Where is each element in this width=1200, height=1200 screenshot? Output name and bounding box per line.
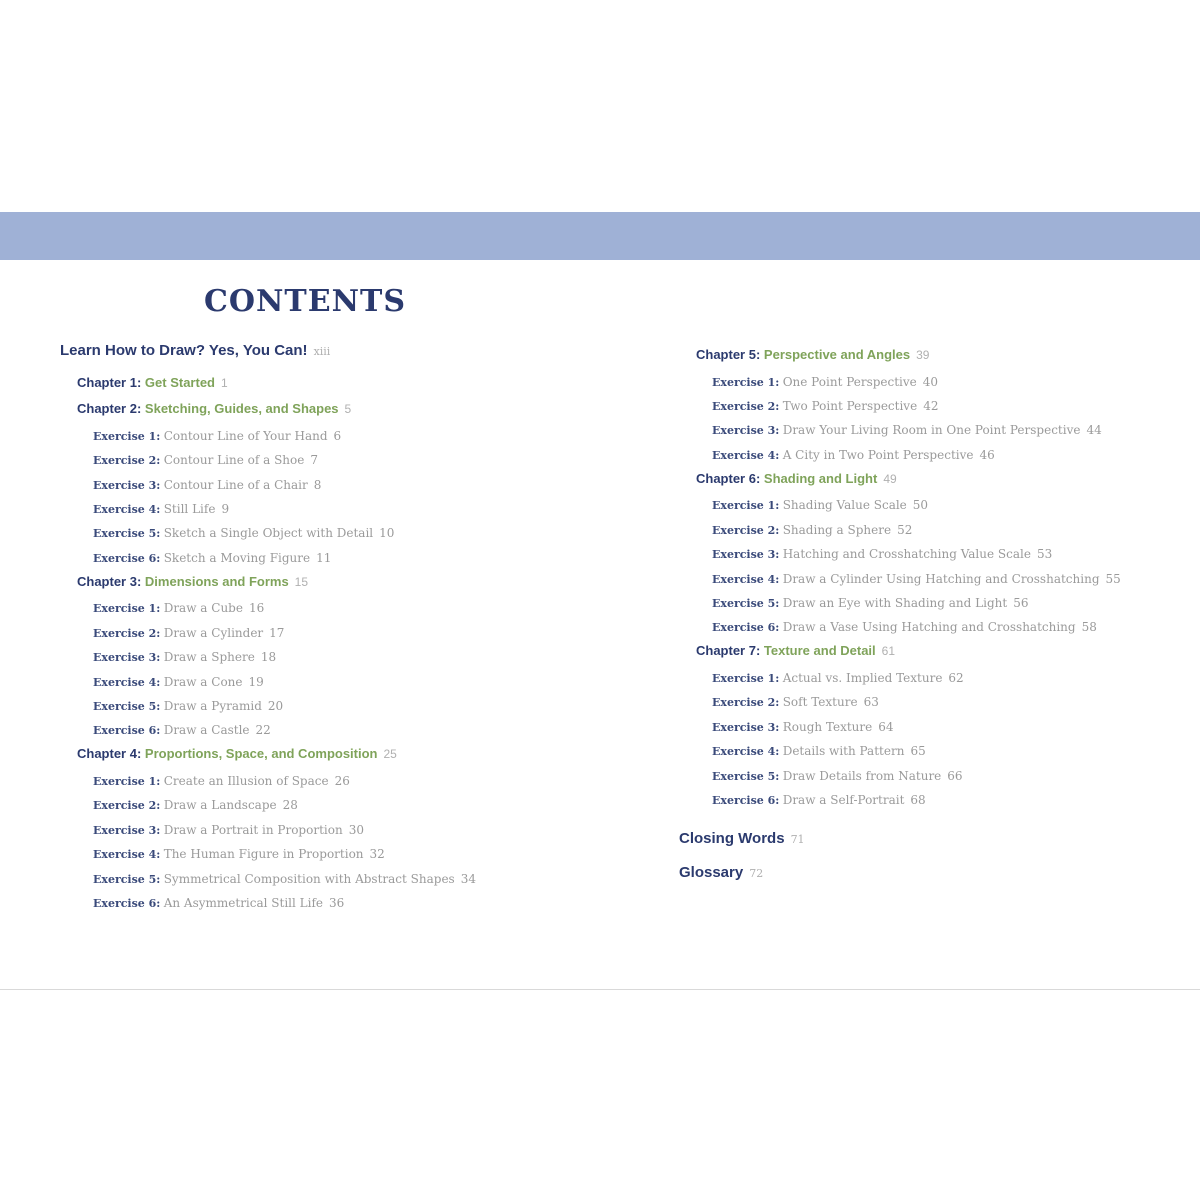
toc-exercise[interactable]: Exercise 3: Draw a Sphere 18 (93, 650, 277, 664)
toc-exercise[interactable]: Exercise 1: Create an Illusion of Space 26 (93, 774, 350, 788)
toc-chapter-2[interactable]: Chapter 2: Sketching, Guides, and Shapes 5 (77, 401, 352, 416)
toc-exercise[interactable]: Exercise 3: Rough Texture 64 (712, 720, 894, 734)
toc-exercise[interactable]: Exercise 2: Draw a Cylinder 17 (93, 626, 285, 640)
toc-exercise[interactable]: Exercise 5: Draw Details from Nature 66 (712, 769, 963, 783)
toc-exercise[interactable]: Exercise 4: Details with Pattern 65 (712, 744, 926, 758)
toc-exercise[interactable]: Exercise 5: Sketch a Single Object with Detail 10 (93, 526, 395, 540)
toc-exercise[interactable]: Exercise 5: Draw an Eye with Shading and Light 56 (712, 596, 1029, 610)
toc-exercise[interactable]: Exercise 2: Two Point Perspective 42 (712, 399, 939, 413)
toc-exercise[interactable]: Exercise 3: Contour Line of a Chair 8 (93, 478, 322, 492)
toc-exercise[interactable]: Exercise 1: Actual vs. Implied Texture 62 (712, 671, 964, 685)
toc-intro[interactable] (60, 342, 330, 359)
toc-exercise[interactable]: Exercise 4: A City in Two Point Perspective 46 (712, 448, 995, 462)
toc-exercise[interactable]: Exercise 2: Contour Line of a Shoe 7 (93, 453, 318, 467)
toc-intro-label: Learn How to Draw? Yes, You Can! (60, 342, 308, 359)
toc-exercise[interactable]: Exercise 2: Draw a Landscape 28 (93, 798, 298, 812)
toc-chapter-6[interactable]: Chapter 6: Shading and Light 49 (696, 471, 897, 486)
toc-exercise[interactable]: Exercise 5: Draw a Pyramid 20 (93, 699, 284, 713)
toc-exercise[interactable]: Exercise 5: Symmetrical Composition with Abstract Shapes 34 (93, 872, 476, 886)
page-title: CONTENTS (204, 284, 407, 319)
toc-exercise[interactable]: Exercise 1: Contour Line of Your Hand 6 (93, 429, 342, 443)
toc-exercise[interactable]: Exercise 6: Draw a Castle 22 (93, 723, 271, 737)
toc-exercise[interactable]: Exercise 1: Draw a Cube 16 (93, 601, 265, 615)
toc-intro-page: xiii (313, 345, 331, 358)
toc-exercise[interactable]: Exercise 6: An Asymmetrical Still Life 36 (93, 896, 345, 910)
toc-glossary[interactable]: Glossary 72 (679, 864, 764, 881)
toc-exercise[interactable]: Exercise 2: Soft Texture 63 (712, 695, 879, 709)
toc-chapter-5[interactable]: Chapter 5: Perspective and Angles 39 (696, 347, 930, 362)
toc-exercise[interactable]: Exercise 3: Draw a Portrait in Proportion 30 (93, 823, 364, 837)
toc-closing-words[interactable]: Closing Words 71 (679, 830, 805, 847)
toc-chapter-4[interactable]: Chapter 4: Proportions, Space, and Composition 25 (77, 746, 397, 761)
toc-exercise[interactable]: Exercise 6: Sketch a Moving Figure 11 (93, 551, 332, 565)
toc-chapter-1[interactable]: Chapter 1: Get Started 1 (77, 375, 228, 390)
toc-exercise[interactable]: Exercise 2: Shading a Sphere 52 (712, 523, 913, 537)
toc-exercise[interactable]: Exercise 4: Still Life 9 (93, 502, 230, 516)
toc-chapter-3[interactable]: Chapter 3: Dimensions and Forms 15 (77, 574, 309, 589)
toc-chapter-7[interactable]: Chapter 7: Texture and Detail 61 (696, 643, 896, 658)
toc-exercise[interactable]: Exercise 1: One Point Perspective 40 (712, 375, 939, 389)
toc-exercise[interactable]: Exercise 6: Draw a Vase Using Hatching and Crosshatching 58 (712, 620, 1097, 634)
toc-exercise[interactable]: Exercise 4: The Human Figure in Proportion 32 (93, 847, 385, 861)
toc-exercise[interactable]: Exercise 4: Draw a Cylinder Using Hatching and Crosshatching 55 (712, 572, 1121, 586)
toc-exercise[interactable]: Exercise 1: Shading Value Scale 50 (712, 498, 929, 512)
toc-exercise[interactable]: Exercise 3: Hatching and Crosshatching Value Scale 53 (712, 547, 1053, 561)
toc-exercise[interactable]: Exercise 6: Draw a Self-Portrait 68 (712, 793, 926, 807)
toc-exercise[interactable]: Exercise 4: Draw a Cone 19 (93, 675, 264, 689)
header-band (0, 212, 1200, 260)
toc-exercise[interactable]: Exercise 3: Draw Your Living Room in One Point Perspective 44 (712, 423, 1102, 437)
